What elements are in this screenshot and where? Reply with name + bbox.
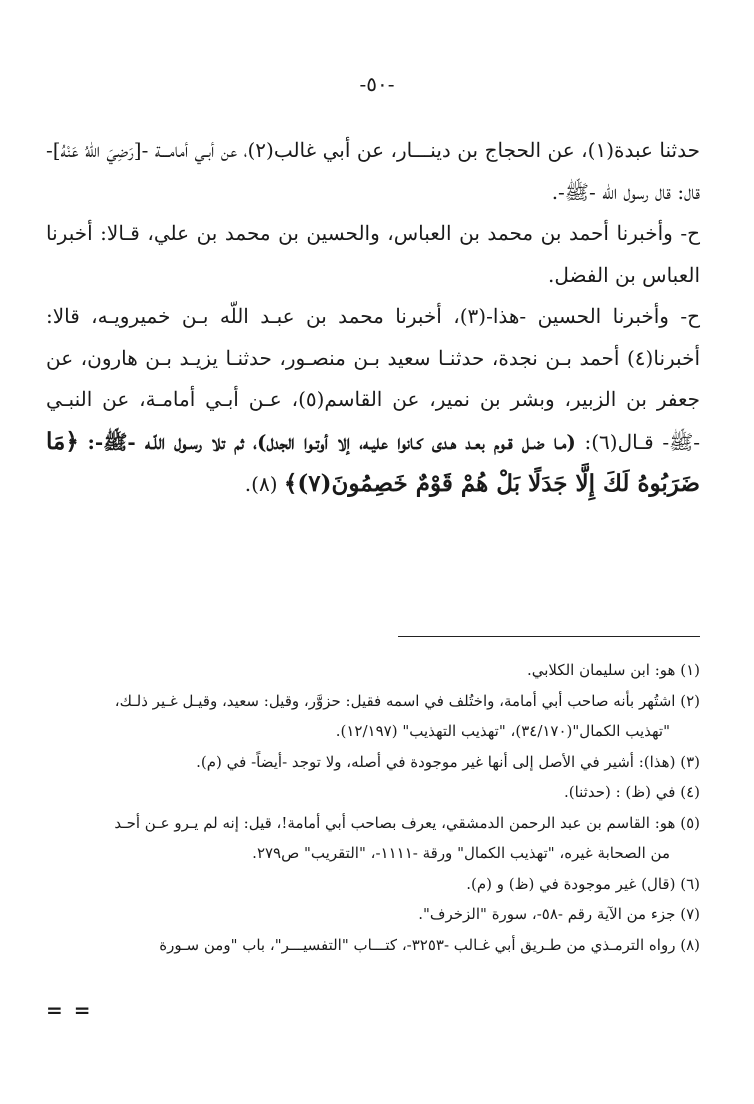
page-number: -٥٠- <box>359 72 395 96</box>
footnotes <box>46 655 700 960</box>
footnote-3: (٣) (هذا): أشير في الأصل إلى أنها غير موجودة في أصله، ولا توجد -أيضاً- في (م). <box>196 752 700 771</box>
paragraph-2: ح- وأخبرنا أحمد بن محمد بن العباس، والحسين بن محمد بن علي، قـالا: أخبرنا العباس بن الفضل. <box>46 221 700 287</box>
main-text <box>46 130 700 506</box>
paragraph-3 <box>46 296 700 506</box>
footnote-2: (٢) اشتُهر بأنه صاحب أبي أمامة، واختُلف في اسمه فقيل: حزوَّر، وقيل: سعيد، وقيـل غـير ذلـك، <box>114 691 700 710</box>
footnote-5: (٥) هو: القاسم بن عبد الرحمن الدمشقي، يعرف بصاحب أبي أمامة!، قيل: إنه لم يـرو عـن أحـد <box>114 813 700 832</box>
footnote-divider <box>398 636 700 637</box>
footnote-8: (٨) رواه الترمـذي من طـريق أبي غـالب -٣٢٥٣-، كتـــاب "التفسيـــر"، باب "ومن سـورة <box>159 935 700 954</box>
footnote-6: (٦) (قال) غير موجودة في (ظ) و (م). <box>466 874 700 893</box>
footnote-5-cont: من الصحابة غيره، "تهذيب الكمال" ورقة -١١١١-، "التقريب" ص٢٧٩. <box>252 844 670 862</box>
quran-ayah: ﴿مَا ضَرَبُوهُ لَكَ إِلَّا جَدَلًا بَلْ هُمْ قَوْمٌ خَصِمُونَ(٧)﴾ <box>46 427 700 497</box>
footnote-1: (١) هو: ابن سليمان الكلابي. <box>526 661 700 679</box>
footnote-4: (٤) في (ظ) : (حدثنا). <box>563 783 700 801</box>
paragraph-1: حدثنا عبدة(١)، عن الحجاج بن دينـــار، عن أبي غالب(٢)، عن أبـي أمامـــة -[رَضِيَ اللهُ عَنْهُ]- قال: قال رسول الله -ﷺ-. <box>46 138 700 204</box>
footnote-7: (٧) جزء من الآية رقم -٥٨-، سورة "الزخرف". <box>418 905 700 923</box>
footnote-ref-8: (٨). <box>244 472 278 496</box>
continuation-mark: = = <box>46 998 93 1022</box>
footnote-2-cont: "تهذيب الكمال"(٣٤/١٧٠)، "تهذيب التهذيب" (١٢/١٩٧). <box>335 722 670 740</box>
isnad-text: ح- وأخبرنا الحسين -هذا-(٣)، أخبرنا محمد بن عبـد اللّه بـن خميرويـه، قالا: أخبرنا(٤) أحمد بـن نجدة، حدثنـا سعيد بـن منصـور، حدثنـا يزيـد بـن هارون، عن جعفر بن الزبير، وبشر بن نمير، عن القاسم(٥)، عـن أبـي أمامـة، عن النبـي -ﷺ- قـال(٦): <box>46 304 701 454</box>
hadith-text: (مـا ضـل قـوم بعـد هـدى كـانوا عليـه، إلا أوتـوا الجدل)، ثم تلا رسـول اللّـه -ﷺ-: <box>87 429 576 454</box>
